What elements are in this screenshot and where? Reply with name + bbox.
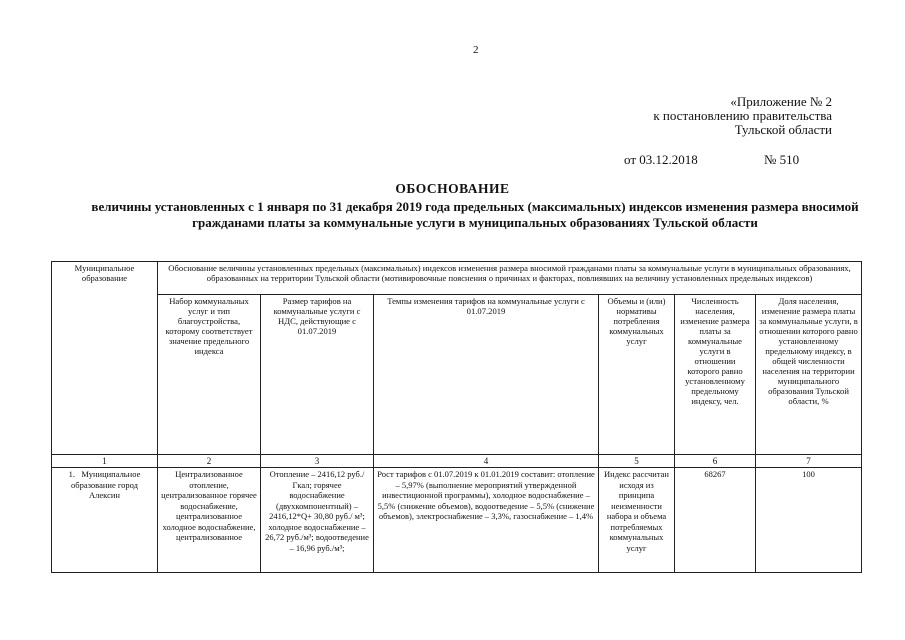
- cell-population-share: 100: [756, 468, 862, 573]
- cell-volumes: Индекс рассчитан исходя из принципа неизменности набора и объема потребляемых коммунальных услуг: [599, 468, 675, 573]
- column-number: 6: [675, 455, 756, 468]
- appendix-header: [600, 95, 832, 137]
- appendix-line-2: к постановлению правительства: [653, 108, 832, 123]
- decree-number: № 510: [764, 152, 800, 167]
- cell-tariffs: Отопление – 2416,12 руб./Гкал; горячее водоснабжение (двухкомпонентный) – 2416,12*Q+ 30,80 руб./ м³; холодное водоснабжение – 26,72 руб./м³; водоотведение – 16,96 руб./м³;: [261, 468, 374, 573]
- column-number: 4: [374, 455, 599, 468]
- cell-municipality: 1. Муниципальное образование город Алексин: [52, 468, 158, 573]
- page-number: 2: [473, 44, 479, 56]
- appendix-line-1: «Приложение № 2: [730, 94, 832, 109]
- document-title: ОБОСНОВАНИЕ: [395, 181, 510, 196]
- header-tariff-growth: Темпы изменения тарифов на коммунальные услуги с 01.07.2019: [374, 295, 599, 455]
- column-number: 1: [52, 455, 158, 468]
- justification-table: [51, 261, 862, 573]
- cell-services: Централизованное отопление, централизованное горячее водоснабжение, централизованное холодное водоснабжение, централизованное: [158, 468, 261, 573]
- appendix-line-3: Тульской области: [734, 122, 832, 137]
- cell-population: 68267: [675, 468, 756, 573]
- header-justification-group: [158, 262, 862, 295]
- header-population-share: Доля населения, изменение размера платы за коммунальные услуги, в отношении которого равно установленному предельному индексу, в общей численности населения на территории муниципального образования Тульской области, %: [756, 295, 862, 455]
- header-justification-text: Обоснование величины установленных предельных (максимальных) индексов изменения размера вносимой гражданами платы за коммунальные услуги в муниципальных образованиях, образованных на территории Тульской области (мотивировочные пояснения о причинах и факторах, повлиявших на величину установленных предельных индексов): [168, 263, 851, 283]
- header-population: Численность населения, изменение размера платы за коммунальные услуги в отношении которого равно установленному предельному индексу, чел.: [675, 295, 756, 455]
- header-municipality: Муниципальное образование: [52, 262, 158, 455]
- column-number: 2: [158, 455, 261, 468]
- table-header-row: [52, 262, 862, 295]
- document-subtitle: величины установленных с 1 января по 31 декабря 2019 года предельных (максимальных) индексов изменения размера вносимой гражданами платы за коммунальные услуги в муниципальных образованиях Тульской области: [91, 199, 859, 230]
- header-tariff-size: Размер тарифов на коммунальные услуги с НДС, действующие с 01.07.2019: [261, 295, 374, 455]
- column-number: 3: [261, 455, 374, 468]
- table-row: [52, 468, 862, 573]
- header-services-set: Набор коммунальных услуг и тип благоустройства, которому соответствует значение предельного индекса: [158, 295, 261, 455]
- column-number: 7: [756, 455, 862, 468]
- decree-date: от 03.12.2018: [624, 152, 698, 167]
- column-numbers-row: [52, 455, 862, 468]
- table-subheader-row: [52, 295, 862, 455]
- header-volumes: Объемы и (или) нормативы потребления коммунальных услуг: [599, 295, 675, 455]
- cell-tariff-growth: Рост тарифов с 01.07.2019 к 01.01.2019 составит: отопление – 5,97% (выполнение мероприятий утвержденной инвестиционной программы), холодное водоснабжение – 5,5% (снижение объемов), водоотведение – 5,5% (снижение объемов), электроснабжение – 3,3%, газоснабжение – 1,4%: [374, 468, 599, 573]
- column-number: 5: [599, 455, 675, 468]
